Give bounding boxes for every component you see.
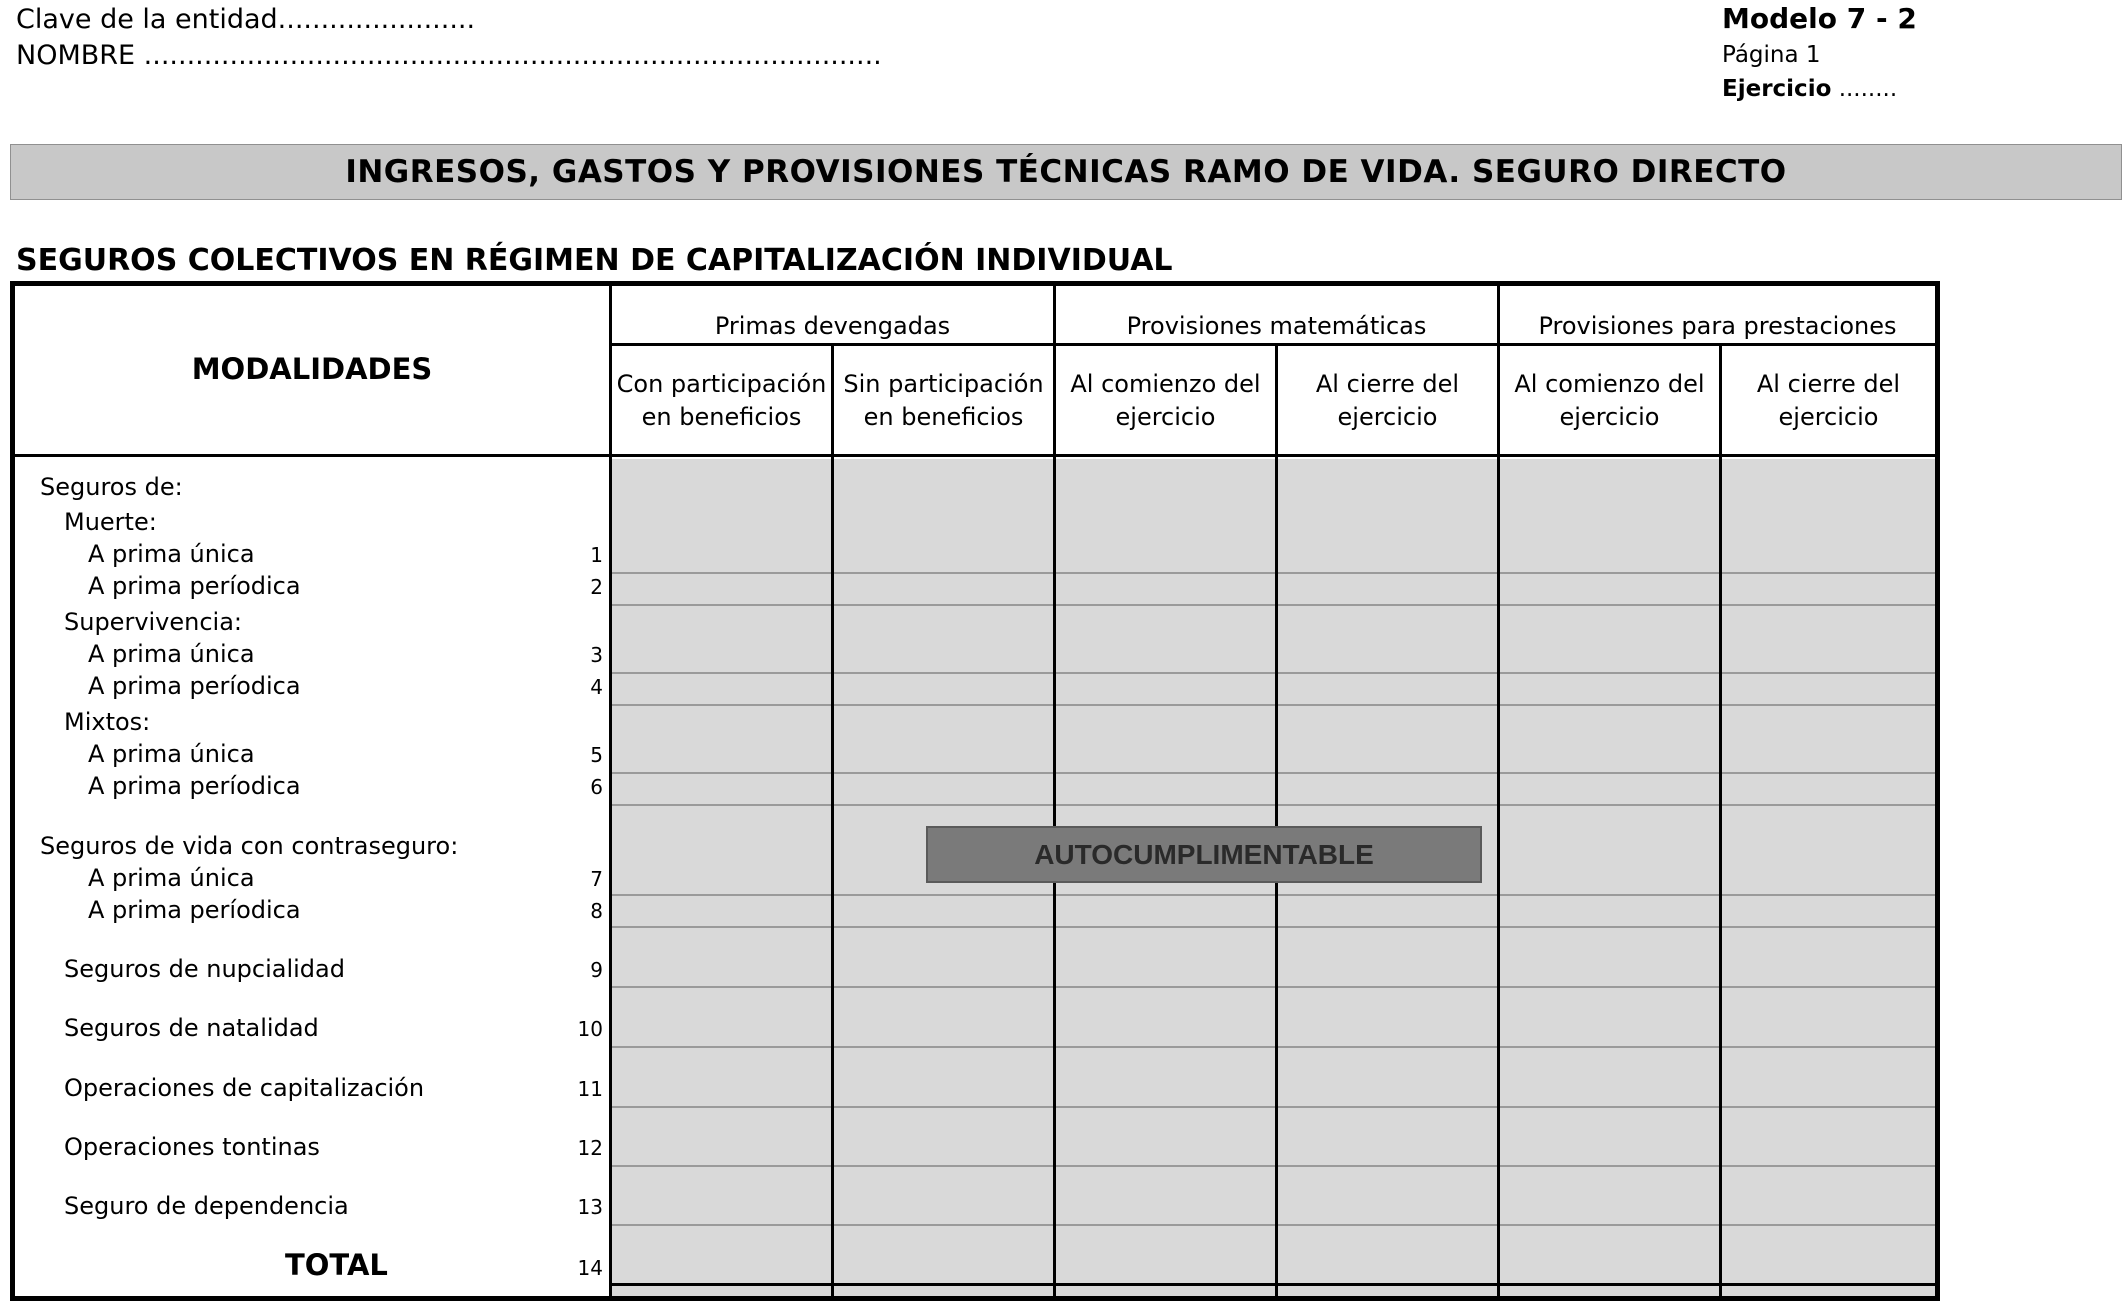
row-number: 5 (590, 743, 603, 767)
row-number: 6 (590, 775, 603, 799)
row-label: A prima períodica (88, 572, 301, 600)
col-divider (1719, 343, 1722, 1296)
row-label: Supervivencia: (64, 608, 243, 636)
clave-entidad: Clave de la entidad....................... (16, 4, 476, 35)
row-rule (612, 572, 1935, 574)
row-label: Seguro de dependencia (64, 1192, 349, 1220)
row-rule (612, 804, 1935, 806)
row-label: A prima única (88, 740, 255, 768)
ejercicio-dots: ........ (1838, 76, 1898, 102)
row-number: 2 (590, 575, 603, 599)
row-label: A prima única (88, 864, 255, 892)
row-label: Muerte: (64, 508, 157, 536)
row-label: A prima única (88, 540, 255, 568)
col-divider (609, 286, 612, 1296)
row-number: 12 (577, 1136, 603, 1160)
row-number: 10 (577, 1017, 603, 1041)
row-number: 1 (590, 543, 603, 567)
row-rule (612, 1046, 1935, 1048)
row-rule (612, 1165, 1935, 1167)
row-label: A prima períodica (88, 896, 301, 924)
row-rule (612, 772, 1935, 774)
row-number: 4 (590, 675, 603, 699)
col-divider (1053, 286, 1056, 1296)
pagina-label: Página 1 (1722, 42, 1821, 68)
col-divider (1275, 343, 1278, 1296)
total-rule (612, 1283, 1935, 1286)
row-label: Mixtos: (64, 708, 151, 736)
row-number: 3 (590, 643, 603, 667)
row-label: A prima períodica (88, 772, 301, 800)
ejercicio-label: Ejercicio (1722, 76, 1832, 102)
row-label: Operaciones tontinas (64, 1133, 320, 1161)
row-label: Seguros de vida con contraseguro: (40, 832, 459, 860)
row-label: Seguros de natalidad (64, 1014, 319, 1042)
row-label: Operaciones de capitalización (64, 1074, 425, 1102)
row-rule (612, 1106, 1935, 1108)
autocumplimentable-stamp: AUTOCUMPLIMENTABLE (926, 826, 1482, 883)
row-rule (612, 986, 1935, 988)
nombre-field: NOMBRE ...................................................................................... (16, 40, 882, 71)
row-rule (612, 704, 1935, 706)
row-number: 13 (577, 1195, 603, 1219)
row-number: 9 (590, 958, 603, 982)
section-title: SEGUROS COLECTIVOS EN RÉGIMEN DE CAPITALIZACIÓN INDIVIDUAL (16, 243, 1173, 278)
row-rule (612, 894, 1935, 896)
group-header-prov-matematicas: Provisiones matemáticas (1126, 312, 1427, 340)
col-header-mat-cierre: Al cierre del ejercicio (1315, 370, 1460, 431)
group-header-prov-prestaciones: Provisiones para prestaciones (1538, 312, 1897, 340)
group-header-rule (612, 343, 1935, 346)
header-bottom-rule (15, 454, 1935, 457)
col-header-mat-comienzo: Al comienzo del ejercicio (1070, 370, 1261, 431)
col-header-sin-participacion: Sin participación en beneficios (843, 370, 1044, 431)
modelo-label: Modelo 7 - 2 (1722, 2, 1917, 35)
modalidades-header: MODALIDADES (191, 352, 433, 386)
row-label: Seguros de: (40, 473, 183, 501)
group-header-primas: Primas devengadas (714, 312, 951, 340)
row-rule (612, 926, 1935, 928)
row-label: A prima única (88, 640, 255, 668)
row-rule (612, 1224, 1935, 1226)
total-label: TOTAL (285, 1248, 388, 1282)
row-number: 8 (590, 899, 603, 923)
col-divider (1497, 286, 1500, 1296)
row-rule (612, 672, 1935, 674)
row-number: 14 (577, 1256, 603, 1280)
modalidades-table (10, 281, 1940, 1301)
row-number: 7 (590, 867, 603, 891)
ejercicio-field (1722, 76, 1897, 102)
col-header-prest-cierre: Al cierre del ejercicio (1756, 370, 1901, 431)
row-label: Seguros de nupcialidad (64, 955, 345, 983)
col-header-con-participacion: Con participación en beneficios (616, 370, 827, 431)
row-number: 11 (577, 1077, 603, 1101)
row-label: A prima períodica (88, 672, 301, 700)
row-rule (612, 604, 1935, 606)
title-band: INGRESOS, GASTOS Y PROVISIONES TÉCNICAS RAMO DE VIDA. SEGURO DIRECTO (10, 144, 2122, 200)
col-divider (831, 343, 834, 1296)
col-header-prest-comienzo: Al comienzo del ejercicio (1514, 370, 1705, 431)
